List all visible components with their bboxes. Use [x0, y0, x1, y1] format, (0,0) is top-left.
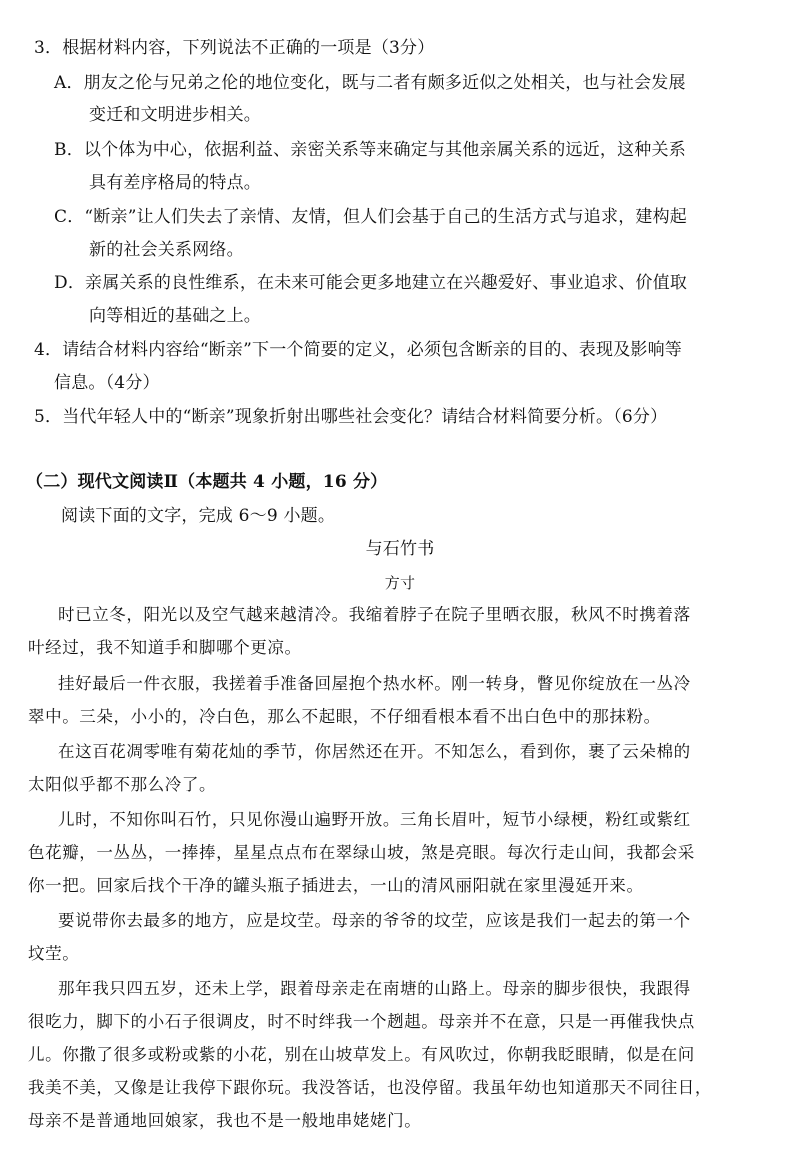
section-heading: （二）现代文阅读Ⅱ（本题共 4 小题，16 分） — [26, 472, 388, 492]
article-author: 方寸 — [384, 574, 416, 592]
article-line: 很吃力，脚下的小石子很调皮，时不时绊我一个趔趄。母亲并不在意，只是一再催我快点 — [28, 1012, 695, 1031]
article-line: 要说带你去最多的地方，应是坟茔。母亲的爷爷的坟茔，应该是我们一起去的第一个 — [58, 911, 691, 930]
option-b-line-2: 具有差序格局的特点。 — [89, 173, 261, 193]
article-line: 儿。你撒了很多或粉或紫的小花，别在山坡草发上。有风吹过，你朝我眨眼睛，似是在问 — [28, 1045, 695, 1064]
question-3-stem: 3．根据材料内容，下列说法不正确的一项是（3分） — [34, 38, 435, 58]
question-4-line-2: 信息。（4分） — [54, 373, 160, 393]
option-a-line-1: A．朋友之伦与兄弟之伦的地位变化，既与二者有颇多近似之处相关，也与社会发展 — [54, 73, 686, 93]
question-4-line-1: 4．请结合材料内容给“断亲”下一个简要的定义，必须包含断亲的目的、表现及影响等 — [34, 340, 682, 360]
option-b-line-1: B．以个体为中心，依据利益、亲密关系等来确定与其他亲属关系的远近，这种关系 — [54, 140, 686, 160]
section-instruction: 阅读下面的文字，完成 6～9 小题。 — [61, 506, 336, 526]
article-line: 母亲不是普通地回娘家，我也不是一般地串姥姥门。 — [28, 1111, 422, 1130]
option-c-line-1: C．“断亲”让人们失去了亲情、友情，但人们会基于自己的生活方式与追求，建构起 — [54, 207, 687, 227]
article-line: 太阳似乎都不那么冷了。 — [28, 775, 217, 794]
article-line: 那年我只四五岁，还未上学，跟着母亲走在南塘的山路上。母亲的脚步很快，我跟得 — [58, 979, 691, 998]
article-line: 色花瓣，一丛丛，一捧捧，星星点点布在翠绿山坡，煞是亮眼。每次行走山间，我都会采 — [28, 843, 695, 862]
article-line: 我美不美，又像是让我停下跟你玩。我没答话，也没停留。我虽年幼也知道那天不同往日， — [28, 1078, 712, 1097]
article-line: 你一把。回家后找个干净的罐头瓶子插进去，一山的清风丽阳就在家里漫延开来。 — [28, 876, 644, 895]
article-line: 在这百花凋零唯有菊花灿的季节，你居然还在开。不知怎么，看到你，裹了云朵棉的 — [58, 742, 691, 761]
article-line: 挂好最后一件衣服，我搓着手准备回屋抱个热水杯。刚一转身，瞥见你绽放在一丛冷 — [58, 674, 691, 693]
article-title: 与石竹书 — [365, 539, 435, 559]
option-c-line-2: 新的社会关系网络。 — [89, 240, 244, 260]
option-d-line-1: D．亲属关系的良性维系，在未来可能会更多地建立在兴趣爱好、事业追求、价值取 — [54, 273, 688, 293]
option-d-line-2: 向等相近的基础之上。 — [89, 306, 261, 326]
article-line: 坟茔。 — [28, 944, 80, 963]
question-5-line-1: 5．当代年轻人中的“断亲”现象折射出哪些社会变化？请结合材料简要分析。（6分） — [34, 407, 668, 427]
article-line: 翠中。三朵，小小的，冷白色，那么不起眼，不仔细看根本看不出白色中的那抹粉。 — [28, 707, 661, 726]
article-line: 儿时，不知你叫石竹，只见你漫山遍野开放。三角长眉叶，短节小绿梗，粉红或紫红 — [58, 810, 691, 829]
article-line: 时已立冬，阳光以及空气越来越清冷。我缩着脖子在院子里晒衣服，秋风不时携着落 — [58, 605, 691, 624]
option-a-line-2: 变迁和文明进步相关。 — [89, 105, 261, 125]
article-line: 叶经过，我不知道手和脚哪个更凉。 — [28, 638, 302, 657]
